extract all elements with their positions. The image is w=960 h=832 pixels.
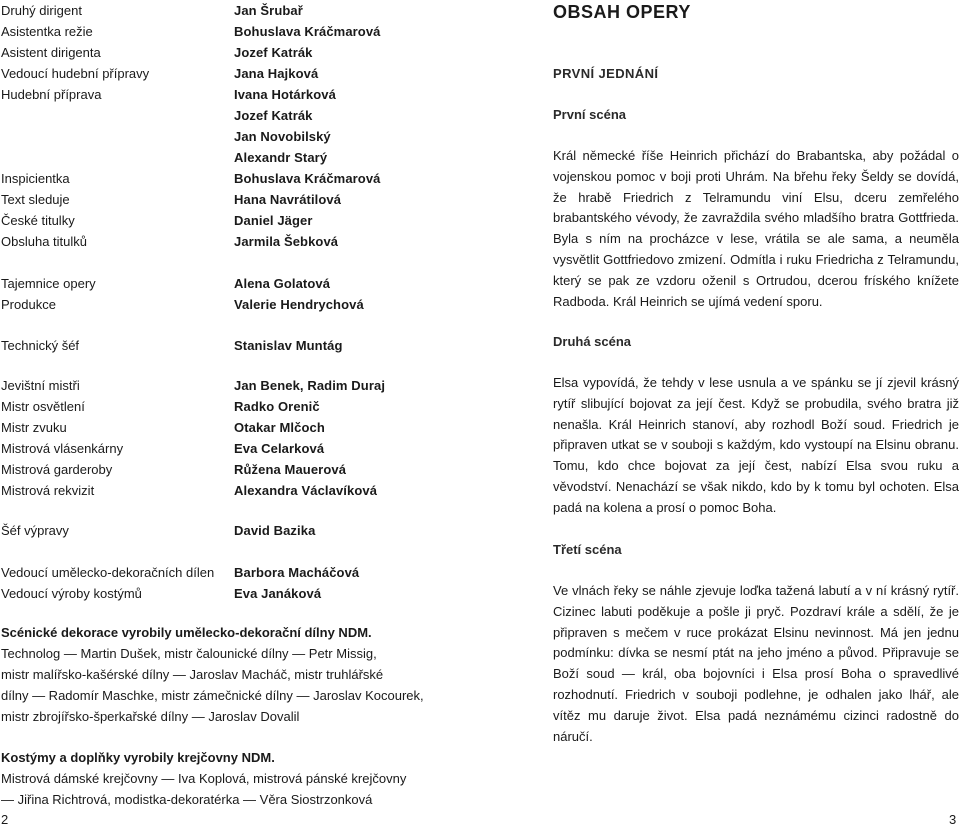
credit-role: České titulky (1, 213, 75, 228)
credit-person: Bohuslava Kráčmarová (234, 24, 381, 39)
credit-row (0, 335, 520, 356)
scene-text: Ve vlnách řeky se náhle zjevuje loďka tažená labutí a v ní krásný rytíř. Cizinec labuti poděkuje a pošle ji pryč. Pozdraví krále a sdělí, že je připraven s mečem v ruce prokázat Elsinu nevinnost. Má jen jednu podmínku: dívka se nesmí ptát na jeho jméno a původ. Připravuje se Boží soud — král, oba bojovníci i Elsa prosí Boha o spravedlivé rozhodnutí. Friedrich v souboji podlehne, je odhalen jako lhář, ale vítěz mu daruje život. Elsa padá neznámému cizinci radostně do náručí. (553, 583, 959, 744)
credit-row (0, 84, 520, 105)
credit-row (0, 396, 520, 417)
scene-title: Třetí scéna (553, 542, 622, 557)
credit-row (0, 63, 520, 84)
credit-row (0, 42, 520, 63)
scenery-note (1, 622, 521, 727)
credit-role: Tajemnice opery (1, 276, 96, 291)
credit-person: David Bazika (234, 523, 316, 538)
scene-text: Král německé říše Heinrich přichází do Brabantska, aby požádal o vojenskou pomoc v boji proti Uhrám. Na břehu řeky Šeldy se dovídá, že hrabě Friedrich z Telramundu viní Elsu, dceru zemřelého brabantského vévody, že zavraždila svého mladšího bratra Gottfrieda. Byla s ním na procházce v lese, vrátila se ale sama, a neuměla vysvětlit Gottfriedovo zmizení. Odmítla i ruku Friedricha z Telramundu, který se pak ze vzdoru oženil s Ortrudou, dcerou fríského knížete Radboda. Král Heinrich se ujímá vedení sporu. (553, 148, 959, 309)
credit-row (0, 294, 520, 315)
credit-row (0, 583, 520, 604)
costumes-note (1, 747, 521, 810)
credit-row (0, 273, 520, 294)
credit-role: Mistrová vlásenkárny (1, 441, 124, 456)
synopsis-title: OBSAH OPERY (553, 2, 691, 22)
credit-person: Hana Navrátilová (234, 192, 342, 207)
scene-title: První scéna (553, 107, 626, 122)
scene-text: Elsa vypovídá, že tehdy v lese usnula a ve spánku se jí zjevil krásný rytíř slibující bojovat za její čest. Když se probudila, svého bratra již nenašla. Král Heinrich stanoví, aby rozhodl Boží soud. Friedrich je připraven utkat se v souboji s každým, kdo vystoupí na Elsinu obranu. Tomu, kdo chce bojovat za její čest, nabízí Elsa svou ruku a věvodství. Nenachází se však nikdo, kdo by k tomu byl ochoten. Elsa padá na kolena a prosí o pomoc Boha. (553, 375, 959, 515)
credit-row (0, 562, 520, 583)
credit-person: Jan Šrubař (234, 3, 303, 18)
credit-role: Druhý dirigent (1, 3, 82, 18)
credit-person: Jarmila Šebková (234, 234, 339, 249)
credit-person: Jozef Katrák (234, 108, 313, 123)
credit-row (0, 438, 520, 459)
credit-person: Stanislav Muntág (234, 338, 343, 353)
credit-role: Vedoucí výroby kostýmů (1, 586, 142, 601)
credit-row (0, 147, 520, 168)
scenery-note-line: Technolog — Martin Dušek, mistr čalounické dílny — Petr Missig, (1, 646, 377, 661)
credit-row (0, 210, 520, 231)
credit-row (0, 0, 520, 21)
credit-role: Mistrová garderoby (1, 462, 113, 477)
page-number-left: 2 (1, 812, 9, 827)
credit-row (0, 375, 520, 396)
credit-role: Vedoucí hudební přípravy (1, 66, 150, 81)
credit-person: Ivana Hotárková (234, 87, 336, 102)
scenery-note-title: Scénické dekorace vyrobily umělecko-dekorační dílny NDM. (1, 625, 372, 640)
scenery-note-line: dílny — Radomír Maschke, mistr zámečnické dílny — Jaroslav Kocourek, (1, 688, 424, 703)
credit-person: Otakar Mlčoch (234, 420, 325, 435)
credit-person: Daniel Jäger (234, 213, 313, 228)
credit-role: Hudební příprava (1, 87, 102, 102)
credit-role: Text sleduje (1, 192, 70, 207)
credit-person: Jan Novobilský (234, 129, 331, 144)
credit-person: Alexandr Starý (234, 150, 328, 165)
scenery-note-line: mistr malířsko-kašérské dílny — Jaroslav Macháč, mistr truhlářské (1, 667, 384, 682)
credit-person: Jozef Katrák (234, 45, 313, 60)
credit-row (0, 459, 520, 480)
credit-row (0, 21, 520, 42)
credit-person: Růžena Mauerová (234, 462, 347, 477)
scenery-note-line: mistr zbrojířsko-šperkařské dílny — Jaroslav Dovalil (1, 709, 300, 724)
credit-role: Jevištní mistři (1, 378, 80, 393)
credit-row (0, 105, 520, 126)
credit-person: Alena Golatová (234, 276, 331, 291)
credit-person: Radko Orenič (234, 399, 320, 414)
scene-title: Druhá scéna (553, 334, 632, 349)
credit-row (0, 231, 520, 252)
credit-role: Mistrová rekvizit (1, 483, 95, 498)
costumes-note-title: Kostýmy a doplňky vyrobily krejčovny NDM. (1, 750, 275, 765)
page-number-right: 3 (949, 812, 957, 827)
credit-row (0, 126, 520, 147)
credit-role: Obsluha titulků (1, 234, 87, 249)
credit-person: Valerie Hendrychová (234, 297, 364, 312)
credit-role: Šéf výpravy (1, 523, 69, 538)
credit-person: Eva Celarková (234, 441, 325, 456)
credit-person: Jana Hajková (234, 66, 319, 81)
credit-role: Mistr zvuku (1, 420, 67, 435)
credit-row (0, 417, 520, 438)
credit-row (0, 168, 520, 189)
credit-row (0, 189, 520, 210)
credit-role: Asistent dirigenta (1, 45, 101, 60)
credit-role: Produkce (1, 297, 56, 312)
credit-role: Technický šéf (1, 338, 80, 353)
credit-person: Eva Janáková (234, 586, 322, 601)
credit-person: Jan Benek, Radim Duraj (234, 378, 386, 393)
act-title: PRVNÍ JEDNÁNÍ (553, 66, 659, 81)
credit-person: Alexandra Václavíková (234, 483, 378, 498)
costumes-note-line: — Jiřina Richtrová, modistka-dekoratérka — Věra Siostrzonková (1, 792, 373, 807)
costumes-note-line: Mistrová dámské krejčovny — Iva Koplová, mistrová pánské krejčovny (1, 771, 407, 786)
credit-row (0, 480, 520, 501)
credit-role: Vedoucí umělecko-dekoračních dílen (1, 565, 215, 580)
credit-person: Barbora Macháčová (234, 565, 360, 580)
credit-role: Mistr osvětlení (1, 399, 85, 414)
credit-role: Asistentka režie (1, 24, 93, 39)
credit-row (0, 520, 520, 541)
credit-person: Bohuslava Kráčmarová (234, 171, 381, 186)
credit-role: Inspicientka (1, 171, 70, 186)
